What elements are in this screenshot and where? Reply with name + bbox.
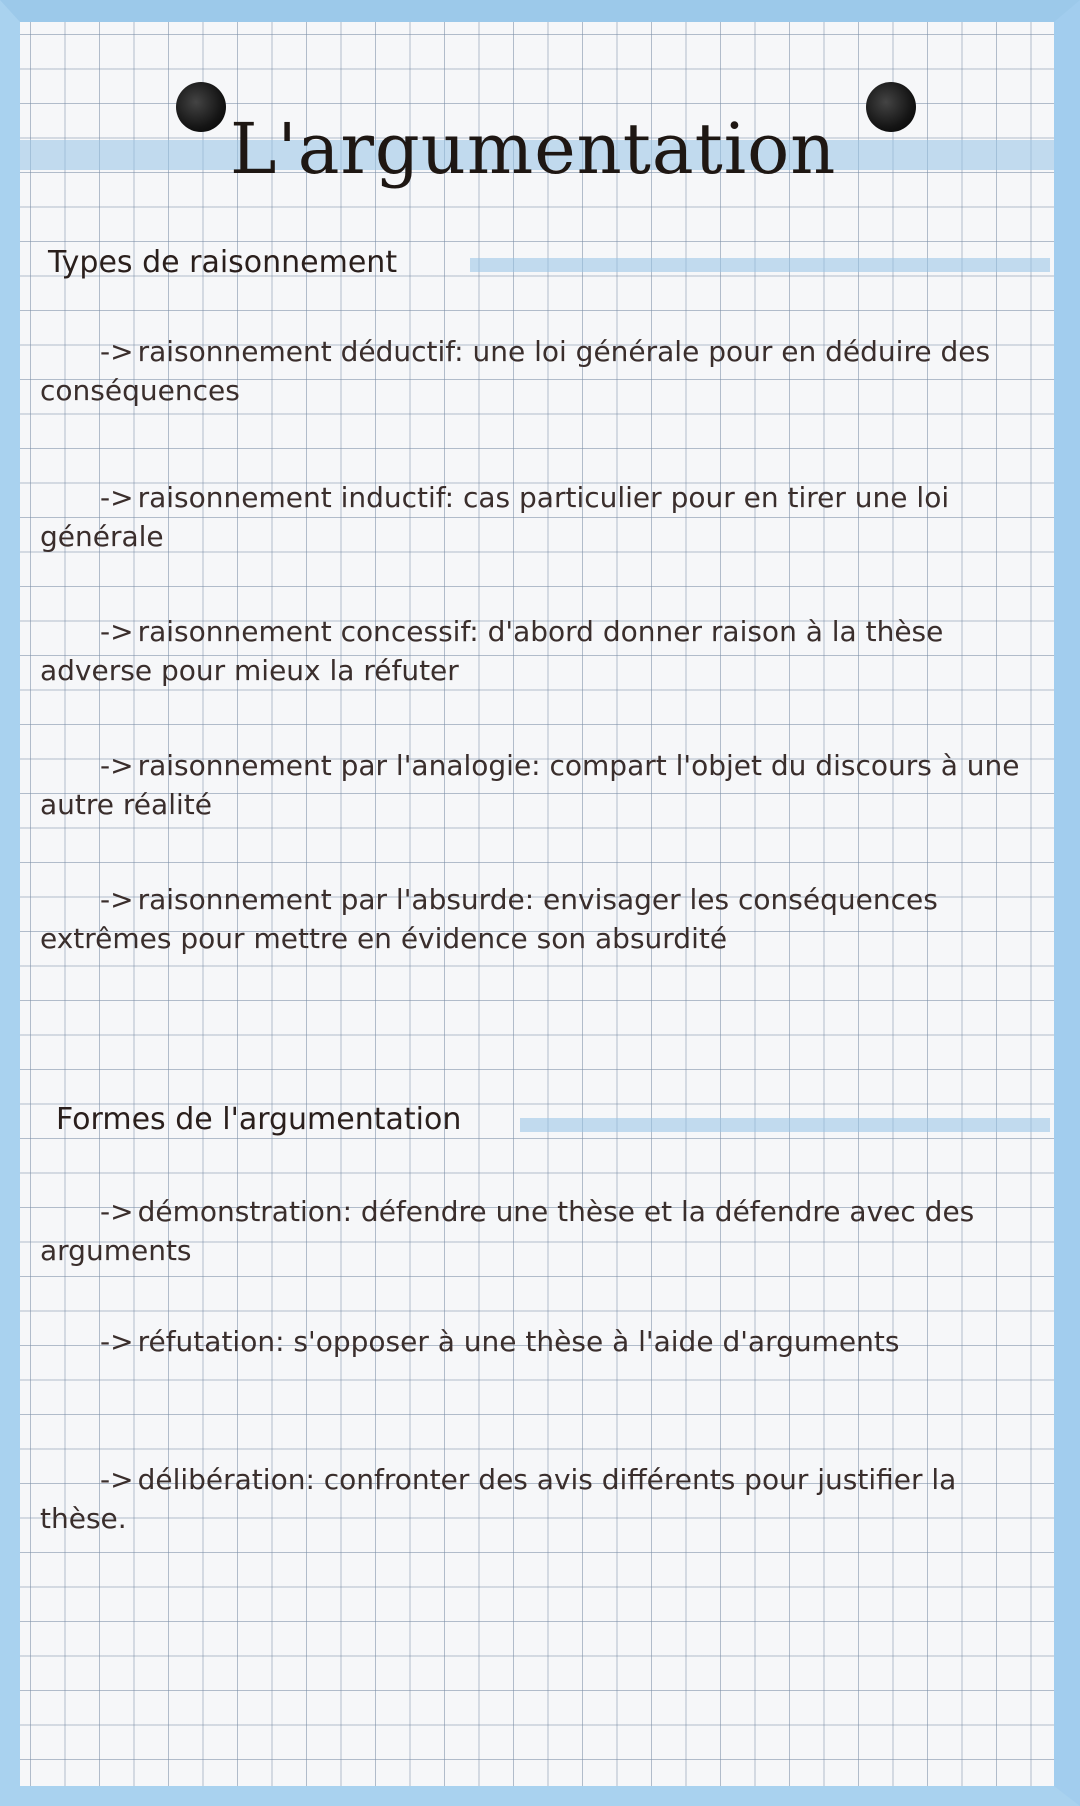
list-item: [40, 880, 1030, 958]
list-item-text: réfutation: s'opposer à une thèse à l'aide d'arguments: [137, 1325, 900, 1358]
arrow-icon: ->: [100, 883, 134, 916]
section-heading-types: Types de raisonnement: [48, 245, 398, 280]
arrow-icon: ->: [100, 335, 134, 368]
heading-highlight-formes: [520, 1118, 1050, 1132]
heading-highlight-types: [470, 258, 1050, 272]
list-item-text: délibération: confronter des avis différents pour justifier la thèse.: [40, 1463, 957, 1535]
punch-hole-left: [176, 82, 226, 132]
list-item: [40, 332, 1030, 410]
list-item-text: raisonnement concessif: d'abord donner raison à la thèse adverse pour mieux la réfuter: [40, 615, 944, 687]
arrow-icon: ->: [100, 615, 134, 648]
list-item-text: raisonnement par l'absurde: envisager les conséquences extrêmes pour mettre en évidence son absurdité: [40, 883, 938, 955]
list-item: [40, 1192, 1030, 1270]
arrow-icon: ->: [100, 1325, 134, 1358]
punch-hole-right: [866, 82, 916, 132]
list-item: [40, 478, 1030, 556]
list-item: [40, 1322, 1030, 1361]
arrow-icon: ->: [100, 1195, 134, 1228]
list-item: [40, 1460, 1030, 1538]
list-item-text: raisonnement déductif: une loi générale pour en déduire des conséquences: [40, 335, 991, 407]
list-item-text: raisonnement par l'analogie: compart l'objet du discours à une autre réalité: [40, 749, 1020, 821]
page-title: L'argumentation: [230, 108, 837, 190]
arrow-icon: ->: [100, 481, 134, 514]
arrow-icon: ->: [100, 1463, 134, 1496]
list-item: [40, 746, 1030, 824]
list-item: [40, 612, 1030, 690]
arrow-icon: ->: [100, 749, 134, 782]
section-heading-formes: Formes de l'argumentation: [56, 1102, 462, 1137]
list-item-text: démonstration: défendre une thèse et la défendre avec des arguments: [40, 1195, 975, 1267]
list-item-text: raisonnement inductif: cas particulier pour en tirer une loi générale: [40, 481, 950, 553]
